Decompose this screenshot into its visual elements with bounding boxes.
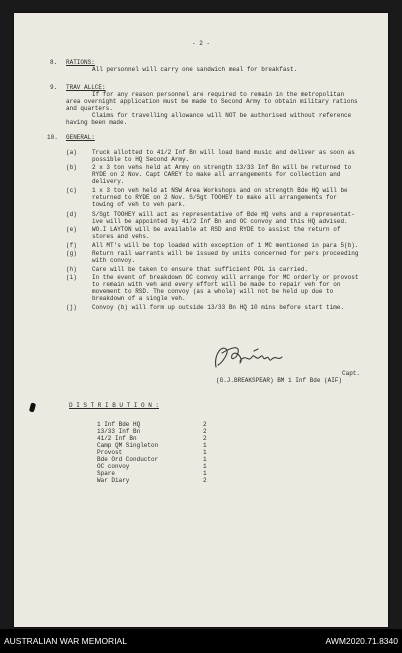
item-text: Convoy (b) will form up outside 13/33 Bn HQ 10 mins before start time. (92, 304, 345, 311)
document-page (14, 13, 388, 627)
distribution-row-count: 2 (203, 428, 207, 435)
item-text: In the event of breakdown OC convoy will arrange for MC orderly or provost (92, 274, 359, 281)
item-text: returned to RYDE on 2 Nov. S/Sgt TOOHEY to make all arrangements for (92, 194, 337, 201)
section-heading-trav-allce: TRAV ALLCE: (66, 84, 106, 91)
item-text: ive will be appointed by 41/2 Inf Bn and OC convoy and this HQ advised. (92, 218, 348, 225)
footer-accession-number: AWM2020.71.8340 (325, 636, 398, 646)
section-heading-general: GENERAL: (66, 134, 95, 141)
item-letter: (g) (66, 250, 77, 257)
item-text: RYDE on 2 Nov. Capt CAREY to make all arrangements for collection and (92, 171, 341, 178)
section-number: 8. (50, 59, 58, 66)
item-letter: (i) (66, 274, 77, 281)
distribution-row-name: OC convoy (97, 463, 130, 470)
item-letter: (c) (66, 187, 77, 194)
item-text: to remain with veh and every effort will be made to repair veh for on (92, 281, 341, 288)
item-text: Truck allotted to 41/2 Inf Bn will load band music and deliver as soon as (92, 149, 355, 156)
item-text: possible to HQ Second Army. (92, 156, 190, 163)
item-text: 2 x 3 ton vehs held at Army on strength 13/33 Inf Bn will be returned to (92, 164, 352, 171)
item-text: Care will be taken to ensure that sufficient POL is carried. (92, 266, 309, 273)
section-text: having been made. (66, 119, 128, 126)
section-heading-rations: RATIONS: (66, 59, 95, 66)
distribution-row-count: 2 (203, 421, 207, 428)
distribution-row-name: Provost (97, 449, 123, 456)
item-letter: (j) (66, 304, 77, 311)
distribution-row-count: 1 (203, 449, 207, 456)
footer-credit: AUSTRALIAN WAR MEMORIAL (4, 636, 127, 646)
distribution-row-count: 1 (203, 442, 207, 449)
handwritten-signature (210, 339, 292, 375)
distribution-row-name: Camp QM Singleton (97, 442, 159, 449)
item-letter: (b) (66, 164, 77, 171)
item-text: Return rail warrants will be issued by units concerned for pers proceeding (92, 250, 359, 257)
section-text: Claims for travelling allowance will NOT be authorised without reference (92, 112, 352, 119)
section-text: If for any reason personnel are required to remain in the metropolitan (92, 91, 345, 98)
distribution-row-name: War Diary (97, 477, 130, 484)
distribution-row-name: 1 Inf Bde HQ (97, 421, 141, 428)
item-text: All MT's will be top loaded with exception of 1 MC mentioned in para 5(b). (92, 242, 359, 249)
item-letter: (a) (66, 149, 77, 156)
distribution-row-name: 41/2 Inf Bn (97, 435, 137, 442)
item-letter: (e) (66, 226, 77, 233)
signature-name: (G.J.BREAKSPEAR) BM 1 Inf Bde (AIF) (216, 377, 343, 384)
signature-rank: Capt. (342, 370, 361, 377)
page-number: - 2 - (192, 40, 211, 47)
distribution-row-count: 1 (203, 456, 207, 463)
distribution-row-count: 2 (203, 477, 207, 484)
item-text: towing of veh to veh park. (92, 201, 186, 208)
footer-bar (0, 629, 402, 653)
item-text: breakdown of a single veh. (92, 295, 186, 302)
item-text: WO.I LAYTON will be available at RSD and RYDE to assist the return of (92, 226, 341, 233)
distribution-row-name: 13/33 Inf Bn (97, 428, 141, 435)
item-text: stores and vehs. (92, 233, 150, 240)
item-letter: (d) (66, 211, 77, 218)
section-text: area overnight application must be made to Second Army to obtain military rations (66, 98, 358, 105)
section-text: All personnel will carry one sandwich meal for breakfast. (92, 66, 298, 73)
distribution-row-count: 1 (203, 463, 207, 470)
item-text: with convoy. (92, 257, 136, 264)
item-text: delivery. (92, 178, 125, 185)
distribution-row-count: 2 (203, 435, 207, 442)
distribution-heading: D I S T R I B U T I O N : (69, 402, 160, 409)
section-number: 10. (47, 134, 58, 141)
item-text: movement to RSD. The convoy (as a whole) will not be held up due to (92, 288, 334, 295)
distribution-row-name: Bde Ord Conductor (97, 456, 159, 463)
section-number: 9. (50, 84, 58, 91)
distribution-row-count: 1 (203, 470, 207, 477)
item-text: S/Sgt TOOHEY will act as representative of Bde HQ vehs and a representat- (92, 211, 355, 218)
item-letter: (f) (66, 242, 77, 249)
distribution-row-name: Spare (97, 470, 116, 477)
item-letter: (h) (66, 266, 77, 273)
item-text: 1 x 3 ton veh held at NSW Area Workshops and on strength Bde HQ will be (92, 187, 348, 194)
section-text: and quarters. (66, 105, 113, 112)
